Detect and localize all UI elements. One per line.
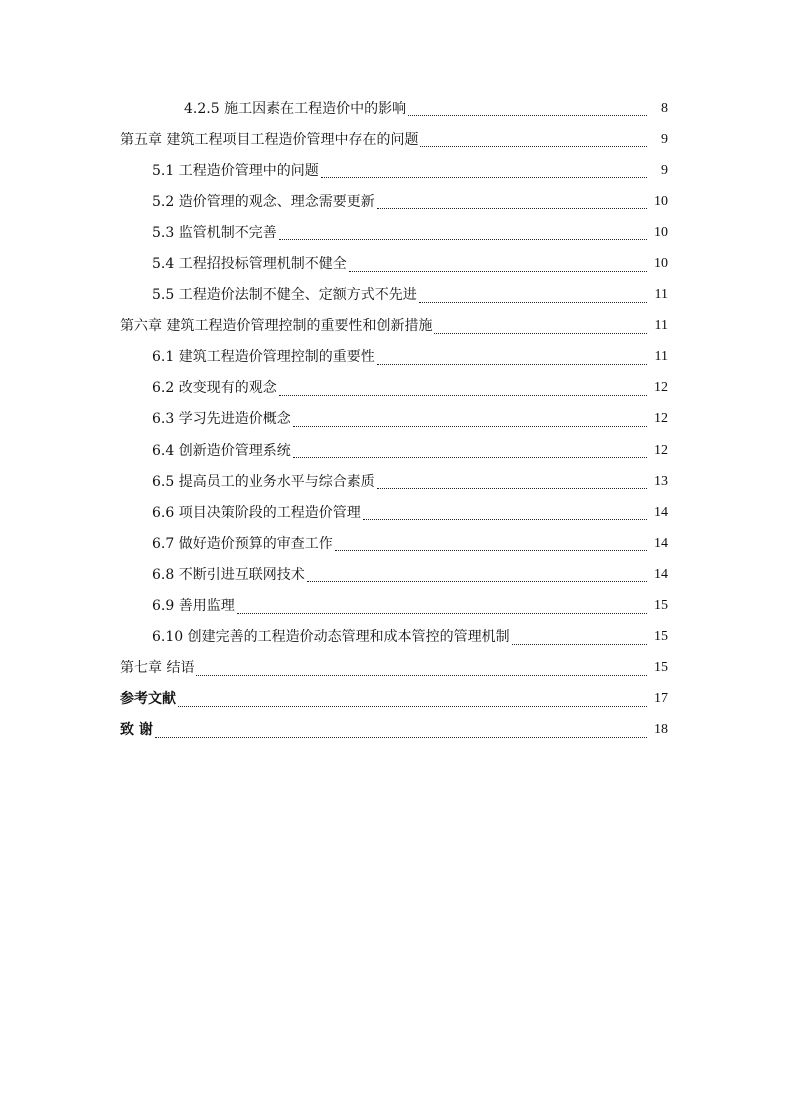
dot-leader <box>419 290 647 303</box>
toc-entry-label: 6.4 创新造价管理系统 <box>152 442 291 459</box>
dot-leader <box>377 352 647 365</box>
toc-entry-label: 6.3 学习先进造价概念 <box>152 411 291 428</box>
dot-leader <box>408 103 647 116</box>
dot-leader <box>237 601 647 614</box>
toc-entry-label: 6.10 创建完善的工程造价动态管理和成本管控的管理机制 <box>152 629 510 646</box>
toc-entry-label: 5.1 工程造价管理中的问题 <box>152 162 319 179</box>
toc-entry-5-4[interactable] <box>0 248 789 279</box>
toc-entry-page: 14 <box>654 566 668 582</box>
toc-entry-label: 5.5 工程造价法制不健全、定额方式不先进 <box>152 287 417 304</box>
toc-entry-6-8[interactable] <box>0 559 789 590</box>
toc-entry-label: 6.2 改变现有的观念 <box>152 380 277 397</box>
toc-entry-page: 10 <box>654 224 668 240</box>
toc-entry-5-1[interactable] <box>0 155 789 186</box>
toc-entry-6-4[interactable] <box>0 435 789 466</box>
toc-entry-page: 14 <box>654 504 668 520</box>
toc-entry-label: 6.5 提高员工的业务水平与综合素质 <box>152 473 375 490</box>
toc-entry-label: 6.9 善用监理 <box>152 598 235 615</box>
toc-entry-6-6[interactable] <box>0 497 789 528</box>
toc-entry-page: 14 <box>654 535 668 551</box>
dot-leader <box>512 632 647 645</box>
toc-entry-page: 15 <box>654 598 668 614</box>
toc-entry-4-2-5[interactable] <box>0 93 789 124</box>
toc-entry-page: 9 <box>661 162 668 178</box>
toc-entry-page: 13 <box>654 473 668 489</box>
toc-entry-6-10[interactable] <box>0 622 789 653</box>
dot-leader <box>178 694 647 707</box>
toc-entry-6-9[interactable] <box>0 591 789 622</box>
toc-entry-page: 11 <box>654 318 668 334</box>
toc-entry-label: 致 谢 <box>120 722 153 739</box>
toc-entry-5-2[interactable] <box>0 186 789 217</box>
dot-leader <box>420 134 647 147</box>
dot-leader <box>279 227 647 240</box>
dot-leader <box>196 663 647 676</box>
dot-leader <box>293 414 647 427</box>
toc-entry-6-7[interactable] <box>0 528 789 559</box>
toc-entry-page: 15 <box>654 660 668 676</box>
toc-entry-page: 10 <box>654 256 668 272</box>
toc-entry-label: 第五章 建筑工程项目工程造价管理中存在的问题 <box>120 131 419 148</box>
dot-leader <box>321 165 647 178</box>
toc-entry-label: 5.2 造价管理的观念、理念需要更新 <box>152 193 375 210</box>
toc-entry-acknowledgements[interactable] <box>0 715 789 746</box>
dot-leader <box>377 476 647 489</box>
toc-entry-label: 5.3 监管机制不完善 <box>152 224 277 241</box>
toc-entry-page: 8 <box>661 100 668 116</box>
toc-entry-6-3[interactable] <box>0 404 789 435</box>
toc-entry-page: 11 <box>654 287 668 303</box>
dot-leader <box>293 445 647 458</box>
dot-leader <box>349 259 647 272</box>
dot-leader <box>434 321 647 334</box>
toc-entry-label: 4.2.5 施工因素在工程造价中的影响 <box>184 100 407 117</box>
toc-entry-6-2[interactable] <box>0 373 789 404</box>
toc-entry-label: 6.6 项目决策阶段的工程造价管理 <box>152 504 361 521</box>
dot-leader <box>377 196 647 209</box>
toc-entry-page: 12 <box>654 442 668 458</box>
dot-leader <box>307 569 647 582</box>
toc-entry-page: 15 <box>654 629 668 645</box>
toc-entry-chapter-5[interactable] <box>0 124 789 155</box>
toc-entry-label: 参考文献 <box>120 691 176 708</box>
toc-entry-chapter-6[interactable] <box>0 311 789 342</box>
toc-entry-page: 17 <box>654 691 668 707</box>
dot-leader <box>335 538 647 551</box>
toc-entry-page: 11 <box>654 349 668 365</box>
toc-entry-label: 6.7 做好造价预算的审查工作 <box>152 535 333 552</box>
toc-entry-label: 第六章 建筑工程造价管理控制的重要性和创新措施 <box>120 318 433 335</box>
toc-entry-6-5[interactable] <box>0 466 789 497</box>
toc-entry-label: 6.8 不断引进互联网技术 <box>152 566 305 583</box>
dot-leader <box>279 383 647 396</box>
toc-entry-page: 12 <box>654 411 668 427</box>
dot-leader <box>363 507 647 520</box>
toc-entry-page: 9 <box>661 131 668 147</box>
toc-entry-label: 5.4 工程招投标管理机制不健全 <box>152 256 347 273</box>
toc-entry-6-1[interactable] <box>0 342 789 373</box>
toc-entry-page: 10 <box>654 193 668 209</box>
toc-entry-label: 6.1 建筑工程造价管理控制的重要性 <box>152 349 375 366</box>
toc-entry-5-5[interactable] <box>0 280 789 311</box>
toc-entry-label: 第七章 结语 <box>120 660 195 677</box>
toc-entry-page: 12 <box>654 380 668 396</box>
dot-leader <box>155 725 647 738</box>
toc-entry-5-3[interactable] <box>0 217 789 248</box>
toc-entry-page: 18 <box>654 722 668 738</box>
toc-entry-references[interactable] <box>0 684 789 715</box>
table-of-contents <box>0 93 789 746</box>
toc-entry-chapter-7[interactable] <box>0 653 789 684</box>
